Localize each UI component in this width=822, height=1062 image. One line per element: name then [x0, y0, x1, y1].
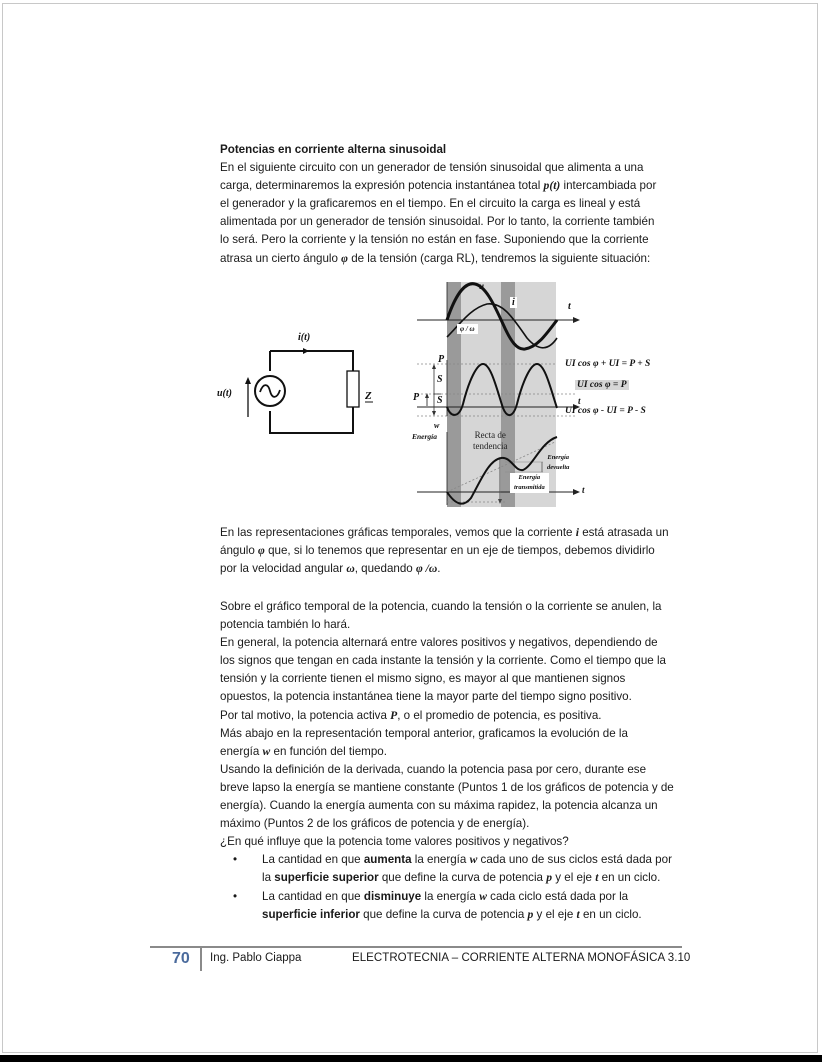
text: y el eje — [533, 907, 577, 921]
text: alimentada por un generador de tensión sinusoidal. Por lo tanto, la corriente también — [220, 215, 655, 229]
text: que define la curva de potencia — [359, 907, 528, 921]
text-line: opuestos, la potencia instantánea tiene la mayor parte del tiempo signo positivo. — [220, 690, 632, 704]
text-line — [220, 542, 690, 560]
footer-author: Ing. Pablo Ciappa — [210, 952, 302, 964]
text: ángulo — [220, 544, 259, 558]
math-t: t — [576, 907, 580, 921]
text: , o el promedio de potencia, es positiva. — [397, 708, 602, 722]
text: en un ciclo. — [579, 907, 642, 921]
transmitted-label-line-2: transmitida — [514, 484, 545, 491]
text-line — [262, 869, 690, 887]
text-line — [220, 560, 690, 578]
bullet-icon: • — [233, 889, 238, 903]
intro-line — [220, 195, 690, 213]
trend-line-label — [473, 430, 507, 452]
text-line: energía). Cuando la energía aumenta con su máxima rapidez, la potencia alcanza un — [220, 799, 658, 813]
text-line: ¿En qué influye que la potencia tome valores positivos y negativos? — [220, 835, 569, 849]
energy-caption: Energía — [412, 432, 438, 441]
power-paragraph — [220, 598, 690, 924]
intro-section — [220, 141, 690, 268]
math-i: i — [575, 526, 579, 539]
time-axis-label-bottom: t — [582, 485, 585, 495]
intro-line — [220, 159, 690, 177]
text: En las representaciones gráficas temporales, vemos que la corriente — [220, 526, 576, 539]
text: En el siguiente circuito con un generador de tensión sinusoidal que alimenta a una — [220, 161, 644, 175]
text-line: Más abajo en la representación temporal anterior, graficamos la evolución de la — [220, 726, 628, 740]
text-line — [262, 888, 690, 906]
text: cada uno de sus ciclos está dada por — [477, 853, 672, 867]
min-power-equation: UI cos φ - UI = P - S — [565, 406, 646, 416]
waveform-figure — [405, 280, 680, 512]
math-w: w — [469, 853, 478, 867]
text: el generador y la graficaremos en el tiempo. En el circuito la carga es lineal y está — [220, 197, 641, 211]
circuit-diagram — [215, 325, 380, 440]
text-line: En general, la potencia alternará entre valores positivos y negativos, dependiendo de — [220, 636, 658, 650]
math-p: p — [546, 871, 553, 885]
s-upper-label: S — [437, 374, 443, 385]
text: la — [262, 871, 275, 885]
section-title: Potencias en corriente alterna sinusoidal — [220, 143, 447, 156]
impedance-label: Z — [365, 390, 372, 402]
math-omega: ω — [346, 562, 355, 576]
bullet-icon: • — [233, 853, 238, 867]
current-arrow-icon — [303, 348, 309, 354]
phase-paragraph — [220, 524, 690, 578]
math-p-t: p(t) — [543, 179, 561, 193]
footer-divider — [200, 948, 202, 971]
max-power-equation: UI cos φ + UI = P + S — [565, 359, 651, 369]
average-power-equation: UI cos φ = P — [577, 380, 627, 390]
text: carga, determinaremos la expresión potencia instantánea total — [220, 179, 544, 193]
bold-text: superficie superior — [274, 871, 379, 885]
intro-line — [220, 177, 690, 195]
math-p: p — [527, 907, 534, 921]
text: que, si lo tenemos que representar en un eje de tiempos, debemos dividirlo — [264, 544, 655, 558]
text: está atrasada un — [578, 526, 669, 539]
text-line — [220, 707, 690, 725]
text: . — [437, 562, 441, 576]
power-axis-label: P — [438, 354, 445, 365]
math-phi: φ — [341, 251, 348, 265]
text: la energía — [421, 889, 480, 903]
voltage-label: u(t) — [217, 388, 232, 399]
text-line: máximo (Puntos 2 de los gráficos de potencia y de energía). — [220, 817, 530, 831]
text: La cantidad en que — [262, 853, 364, 867]
text: en un ciclo. — [598, 871, 661, 885]
footer-document-title: ELECTROTECNIA – CORRIENTE ALTERNA MONOFÁSICA 3.10 — [352, 952, 691, 964]
math-w: w — [262, 744, 271, 758]
text: y el eje — [552, 871, 596, 885]
bottom-bar — [0, 1055, 822, 1062]
bold-text: aumenta — [363, 853, 412, 867]
text: energía — [220, 744, 263, 758]
text: lo será. Pero la corriente y la tensión no están en fase. Suponiendo que la corriente — [220, 233, 649, 247]
text: Por tal motivo, la potencia activa — [220, 708, 391, 722]
text: la energía — [411, 853, 470, 867]
text-line: breve lapso la energía se mantiene constante (Puntos 1 de los gráficos de potencia y de — [220, 780, 674, 794]
text: de la tensión (carga RL), tendremos la siguiente situación: — [347, 251, 651, 265]
page-number: 70 — [172, 950, 190, 967]
text-line: los signos que tengan en cada instante la tensión y la corriente. Como el tiempo que la — [220, 654, 666, 668]
intro-line — [220, 213, 690, 231]
bullet-item — [220, 851, 690, 887]
text: , quedando — [354, 562, 416, 576]
bullet-item — [220, 888, 690, 924]
s-lower-label: S — [437, 395, 443, 406]
transmitted-label-line-1: Energía — [518, 474, 541, 481]
text: La cantidad en que — [262, 889, 364, 903]
returned-energy-label — [547, 453, 569, 473]
text-line: tensión y la corriente tienen el mismo signo, es mayor al que mantienen signos — [220, 672, 626, 686]
transmitted-energy-label — [510, 473, 549, 493]
current-curve-label: i — [512, 297, 515, 308]
math-phi-over-omega: φ /ω — [415, 562, 438, 576]
intro-line — [220, 250, 690, 268]
voltage-arrow-icon — [245, 377, 251, 384]
text: por la velocidad angular — [220, 562, 347, 576]
returned-label-line-1: Energía — [547, 454, 570, 461]
text-line — [262, 851, 690, 869]
math-P: P — [390, 708, 398, 722]
bullet-list — [220, 851, 690, 923]
returned-label-line-2: devuelta — [547, 464, 570, 471]
text: en función del tiempo. — [270, 744, 387, 758]
time-axis-label-top: t — [568, 301, 571, 312]
text: que define la curva de potencia — [378, 871, 547, 885]
text-line: potencia también lo hará. — [220, 618, 351, 632]
energy-axis-label: w — [434, 421, 440, 430]
p-label: P — [413, 392, 420, 403]
math-phi: φ — [258, 544, 265, 558]
phase-shift-label: φ / ω — [457, 324, 478, 334]
math-w: w — [479, 889, 487, 903]
text-line: Sobre el gráfico temporal de la potencia, cuando la tensión o la corriente se anulen, la — [220, 600, 662, 613]
text-line — [220, 524, 690, 542]
bold-text: disminuye — [363, 889, 422, 903]
text: atrasa un cierto ángulo — [220, 251, 342, 265]
current-label: i(t) — [298, 332, 311, 343]
text: intercambiada por — [560, 179, 657, 193]
impedance-icon — [347, 371, 359, 407]
trend-label-line-1: Recta de — [474, 430, 506, 440]
trend-label-line-2: tendencia — [473, 441, 508, 451]
text-line — [220, 743, 690, 761]
time-axis-label-middle: t — [578, 396, 581, 406]
math-t: t — [595, 871, 599, 885]
bold-text: superficie inferior — [262, 907, 360, 921]
voltage-curve-label: u — [479, 281, 485, 291]
text-line — [262, 906, 690, 924]
text-line: Usando la definición de la derivada, cuando la potencia pasa por cero, durante ese — [220, 762, 647, 776]
text: cada ciclo está dada por la — [486, 889, 629, 903]
footer-rule — [150, 946, 682, 948]
intro-line — [220, 231, 690, 249]
